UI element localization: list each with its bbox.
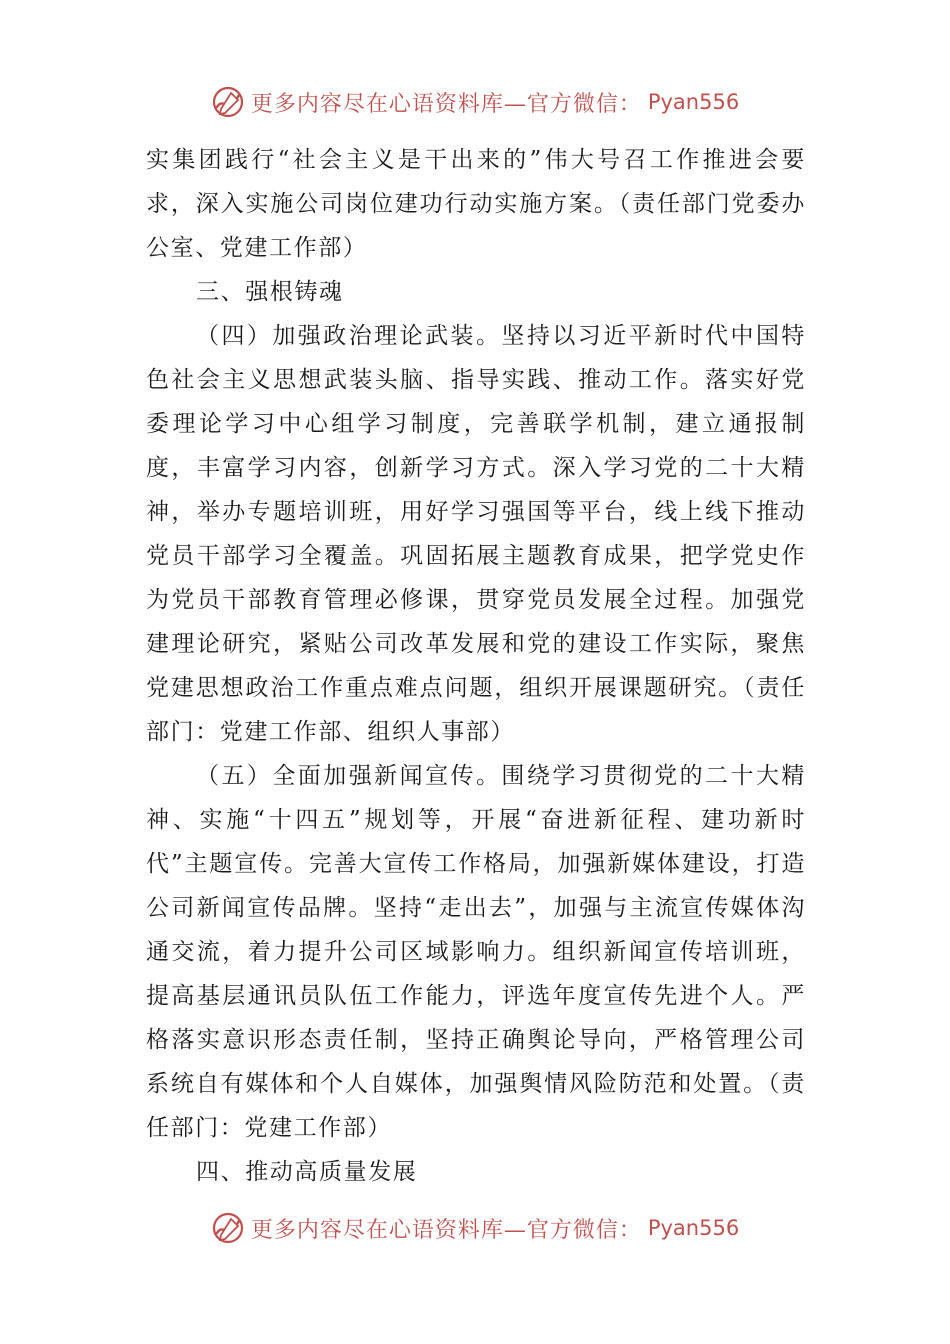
pen-signature-logo-icon <box>211 1211 245 1245</box>
section-heading-3: 三、强根铸魂 <box>196 279 344 305</box>
banner-wechat-id: Pyan556 <box>647 90 740 114</box>
paragraph-item-5: （五）全面加强新闻宣传。围绕学习贯彻党的二十大精神、实施“十四五”规划等，开展“奋进新征程、建功新时代”主题宣传。完善大宣传工作格局，加强新媒体建设，打造公司新闻宣传品牌。坚持“走出去”，加强与主流宣传媒体沟通交流，着力提升公司区域影响力。组织新闻宣传培训班，提高基层通讯员队伍工作能力，评选年度宣传先进个人。严格落实意识形态责任制，坚持正确舆论导向，严格管理公司系统自有媒体和个人自媒体，加强舆情风险防范和处置。（责任部门：党建工作部） <box>146 763 806 1141</box>
pen-signature-logo-icon <box>211 85 245 119</box>
banner-text: 更多内容尽在心语资料库—官方微信： <box>250 91 642 117</box>
banner-text: 更多内容尽在心语资料库—官方微信： <box>250 1217 642 1243</box>
section-heading-4: 四、推动高质量发展 <box>196 1159 418 1185</box>
paragraph-item-4: （四）加强政治理论武装。坚持以习近平新时代中国特色社会主义思想武装头脑、指导实践、推动工作。落实好党委理论学习中心组学习制度，完善联学机制，建立通报制度，丰富学习内容，创新学习方式。深入学习党的二十大精神，举办专题培训班，用好学习强国等平台，线上线下推动党员干部学习全覆盖。巩固拓展主题教育成果，把学党史作为党员干部教育管理必修课，贯穿党员发展全过程。加强党建理论研究，紧贴公司改革发展和党的建设工作实际，聚焦党建思想政治工作重点难点问题，组织开展课题研究。（责任部门：党建工作部、组织人事部） <box>146 323 806 745</box>
document-body <box>146 138 806 1194</box>
footer-watermark-banner <box>0 1208 950 1248</box>
paragraph-continuation: 实集团践行“社会主义是干出来的”伟大号召工作推进会要求，深入实施公司岗位建功行动实施方案。（责任部门党委办公室、党建工作部） <box>146 147 806 261</box>
header-watermark-banner <box>0 82 950 122</box>
banner-wechat-id: Pyan556 <box>647 1216 740 1240</box>
